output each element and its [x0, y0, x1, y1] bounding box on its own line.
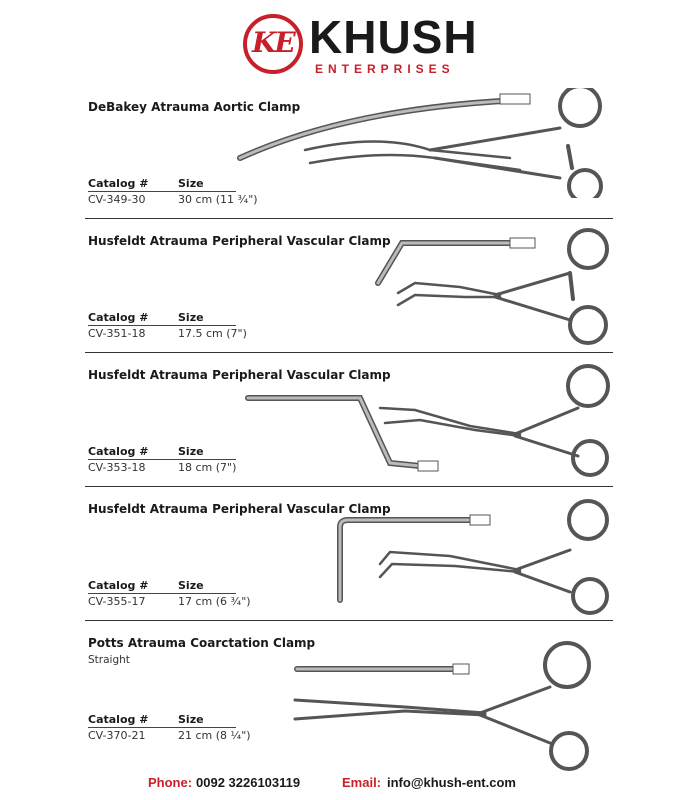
husfeldt-clamp-image: [330, 492, 620, 622]
catalog-label: Catalog #: [88, 177, 149, 190]
section-divider: [85, 620, 613, 621]
size-label: Size: [178, 177, 204, 190]
catalog-label: Catalog #: [88, 579, 149, 592]
catalog-number: CV-355-17: [88, 595, 146, 608]
size-label: Size: [178, 579, 204, 592]
product-title: Husfeldt Atrauma Peripheral Vascular Clamp: [88, 368, 391, 382]
monogram-badge: [243, 14, 303, 74]
catalog-label: Catalog #: [88, 445, 149, 458]
label-underline: [88, 459, 236, 460]
email-link[interactable]: info@khush-ent.com: [387, 775, 516, 790]
size-value: 17.5 cm (7"): [178, 327, 247, 340]
catalog-label: Catalog #: [88, 713, 149, 726]
catalog-number: CV-351-18: [88, 327, 146, 340]
product-subtitle: Straight: [88, 654, 130, 666]
size-label: Size: [178, 445, 204, 458]
husfeldt-clamp-image: [370, 225, 620, 350]
size-value: 30 cm (11 ¾"): [178, 193, 258, 206]
product-title: Potts Atrauma Coarctation Clamp: [88, 636, 316, 650]
size-label: Size: [178, 713, 204, 726]
monogram-text: KE: [252, 26, 294, 59]
phone-number[interactable]: 0092 3226103119: [196, 775, 301, 790]
brand-name: KHUSH: [309, 11, 478, 63]
email-label: Email:: [342, 775, 382, 790]
size-label: Size: [178, 311, 204, 324]
phone-label: Phone:: [148, 775, 193, 790]
size-value: 21 cm (8 ¼"): [178, 729, 251, 742]
husfeldt-clamp-image: [240, 358, 620, 483]
product-title: DeBakey Atrauma Aortic Clamp: [88, 100, 301, 114]
label-underline: [88, 727, 236, 728]
product-title: Husfeldt Atrauma Peripheral Vascular Clamp: [88, 234, 391, 248]
product-title: Husfeldt Atrauma Peripheral Vascular Clamp: [88, 502, 391, 516]
catalog-number: CV-370-21: [88, 729, 146, 742]
brand-logo: [243, 11, 478, 76]
label-underline: [88, 325, 236, 326]
section-divider: [85, 486, 613, 487]
section-divider: [85, 218, 613, 219]
size-value: 17 cm (6 ¾"): [178, 595, 251, 608]
potts-clamp-image: [285, 625, 620, 775]
label-underline: [88, 191, 236, 192]
label-underline: [88, 593, 236, 594]
section-divider: [85, 352, 613, 353]
catalog-label: Catalog #: [88, 311, 149, 324]
catalog-number: CV-353-18: [88, 461, 146, 474]
catalog-number: CV-349-30: [88, 193, 146, 206]
brand-tagline: ENTERPRISES: [315, 62, 455, 76]
debakey-clamp-image: [230, 88, 620, 198]
size-value: 18 cm (7"): [178, 461, 237, 474]
